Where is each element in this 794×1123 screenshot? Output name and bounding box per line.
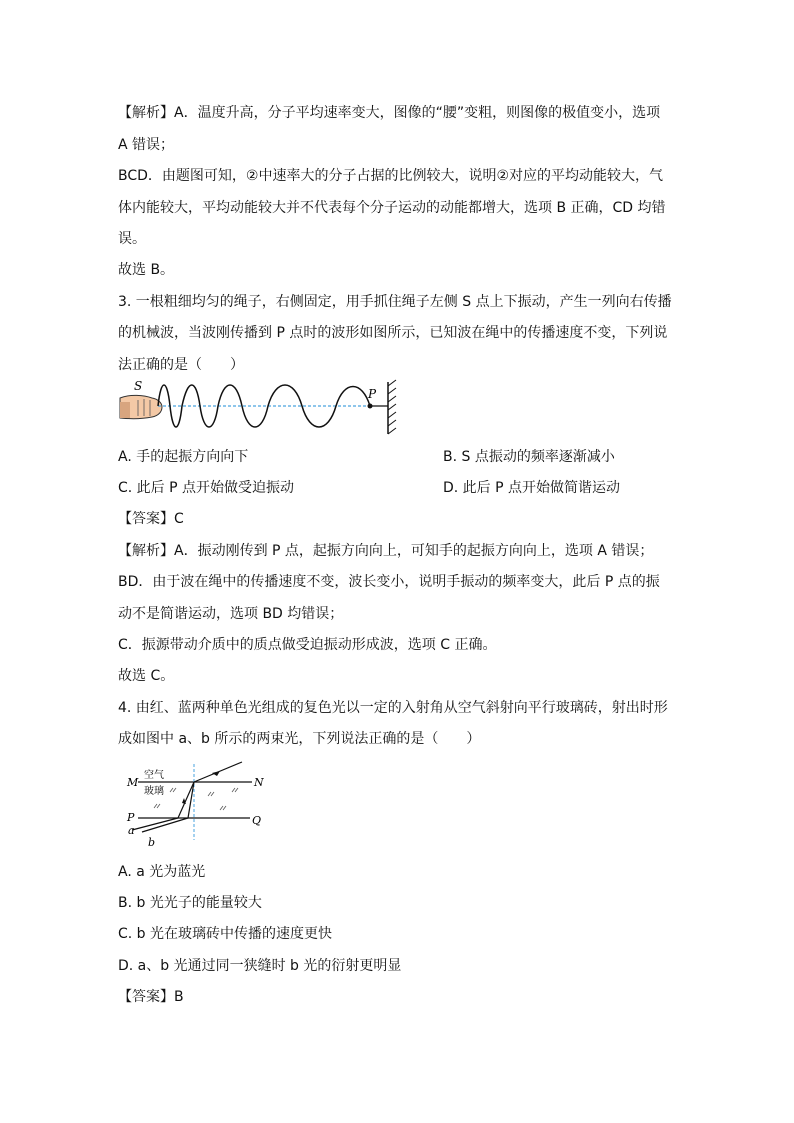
label-air: 空气 (144, 770, 164, 781)
answer-line: 【答案】B (118, 989, 184, 1005)
choose-line: 故选 B。 (118, 262, 175, 278)
glass-hatching (154, 788, 238, 810)
label-p: P (127, 811, 135, 824)
question-stem: 法正确的是（ ） (118, 357, 244, 373)
label-s: S (134, 379, 143, 393)
analysis-line: BD．由于波在绳中的传播速度不变，波长变小，说明手振动的频率变大，此后 P 点的振 (118, 574, 660, 590)
analysis-line: BCD．由题图可知，②中速率大的分子占据的比例较大，说明②对应的平均动能较大，气 (118, 168, 664, 184)
wall-hatching (388, 380, 396, 434)
question-stem: 3. 一根粗细均匀的绳子，右侧固定，用手抓住绳子左侧 S 点上下振动，产生一列向右传播 (118, 294, 672, 310)
label-p: P (368, 387, 377, 401)
choose-line: 故选 C。 (118, 668, 175, 684)
analysis-line: A 错误； (118, 137, 175, 153)
question-stem: 成如图中 a、b 所示的两束光，下列说法正确的是（ ） (118, 731, 481, 747)
option-d: D. a、b 光通过同一狭缝时 b 光的衍射更明显 (118, 958, 402, 974)
question-stem: 4. 由红、蓝两种单色光组成的复色光以一定的入射角从空气斜射向平行玻璃砖，射出时形 (118, 700, 668, 716)
rope-wave-figure (118, 378, 408, 438)
label-m: M (127, 776, 139, 789)
glass-refraction-figure (124, 760, 274, 850)
analysis-line: 体内能较大，平均动能较大并不代表每个分子运动的动能都增大，选项 B 正确，CD 均错 (118, 200, 666, 216)
label-n: N (254, 776, 264, 789)
analysis-line: C．振源带动介质中的质点做受迫振动形成波，选项 C 正确。 (118, 637, 497, 653)
label-b: b (148, 836, 156, 849)
analysis-line: 【解析】A．振动刚传到 P 点，起振方向向上，可知手的起振方向向上，选项 A 错误； (118, 543, 654, 559)
option-c: C. 此后 P 点开始做受迫振动 (118, 480, 295, 496)
question-stem: 的机械波，当波刚传播到 P 点时的波形如图所示，已知波在绳中的传播速度不变，下列说 (118, 325, 668, 341)
option-d: D. 此后 P 点开始做简谐运动 (443, 480, 621, 496)
incident-arrow (212, 771, 220, 776)
analysis-line: 动不是简谐运动，选项 BD 均错误； (118, 606, 344, 622)
option-c: C. b 光在玻璃砖中传播的速度更快 (118, 926, 333, 942)
hand-illustration (120, 395, 162, 418)
analysis-line: 【解析】A．温度升高，分子平均速率变大，图像的“腰”变粗，则图像的极值变小，选项 (118, 105, 661, 121)
label-a: a (128, 824, 135, 837)
answer-line: 【答案】C (118, 511, 184, 527)
label-glass: 玻璃 (144, 786, 164, 797)
analysis-line: 误。 (118, 231, 146, 247)
label-q: Q (252, 814, 262, 827)
option-a: A. a 光为蓝光 (118, 864, 206, 880)
option-b: B. b 光光子的能量较大 (118, 895, 262, 911)
option-b: B. S 点振动的频率逐渐减小 (443, 449, 615, 465)
option-a: A. 手的起振方向向下 (118, 449, 249, 465)
